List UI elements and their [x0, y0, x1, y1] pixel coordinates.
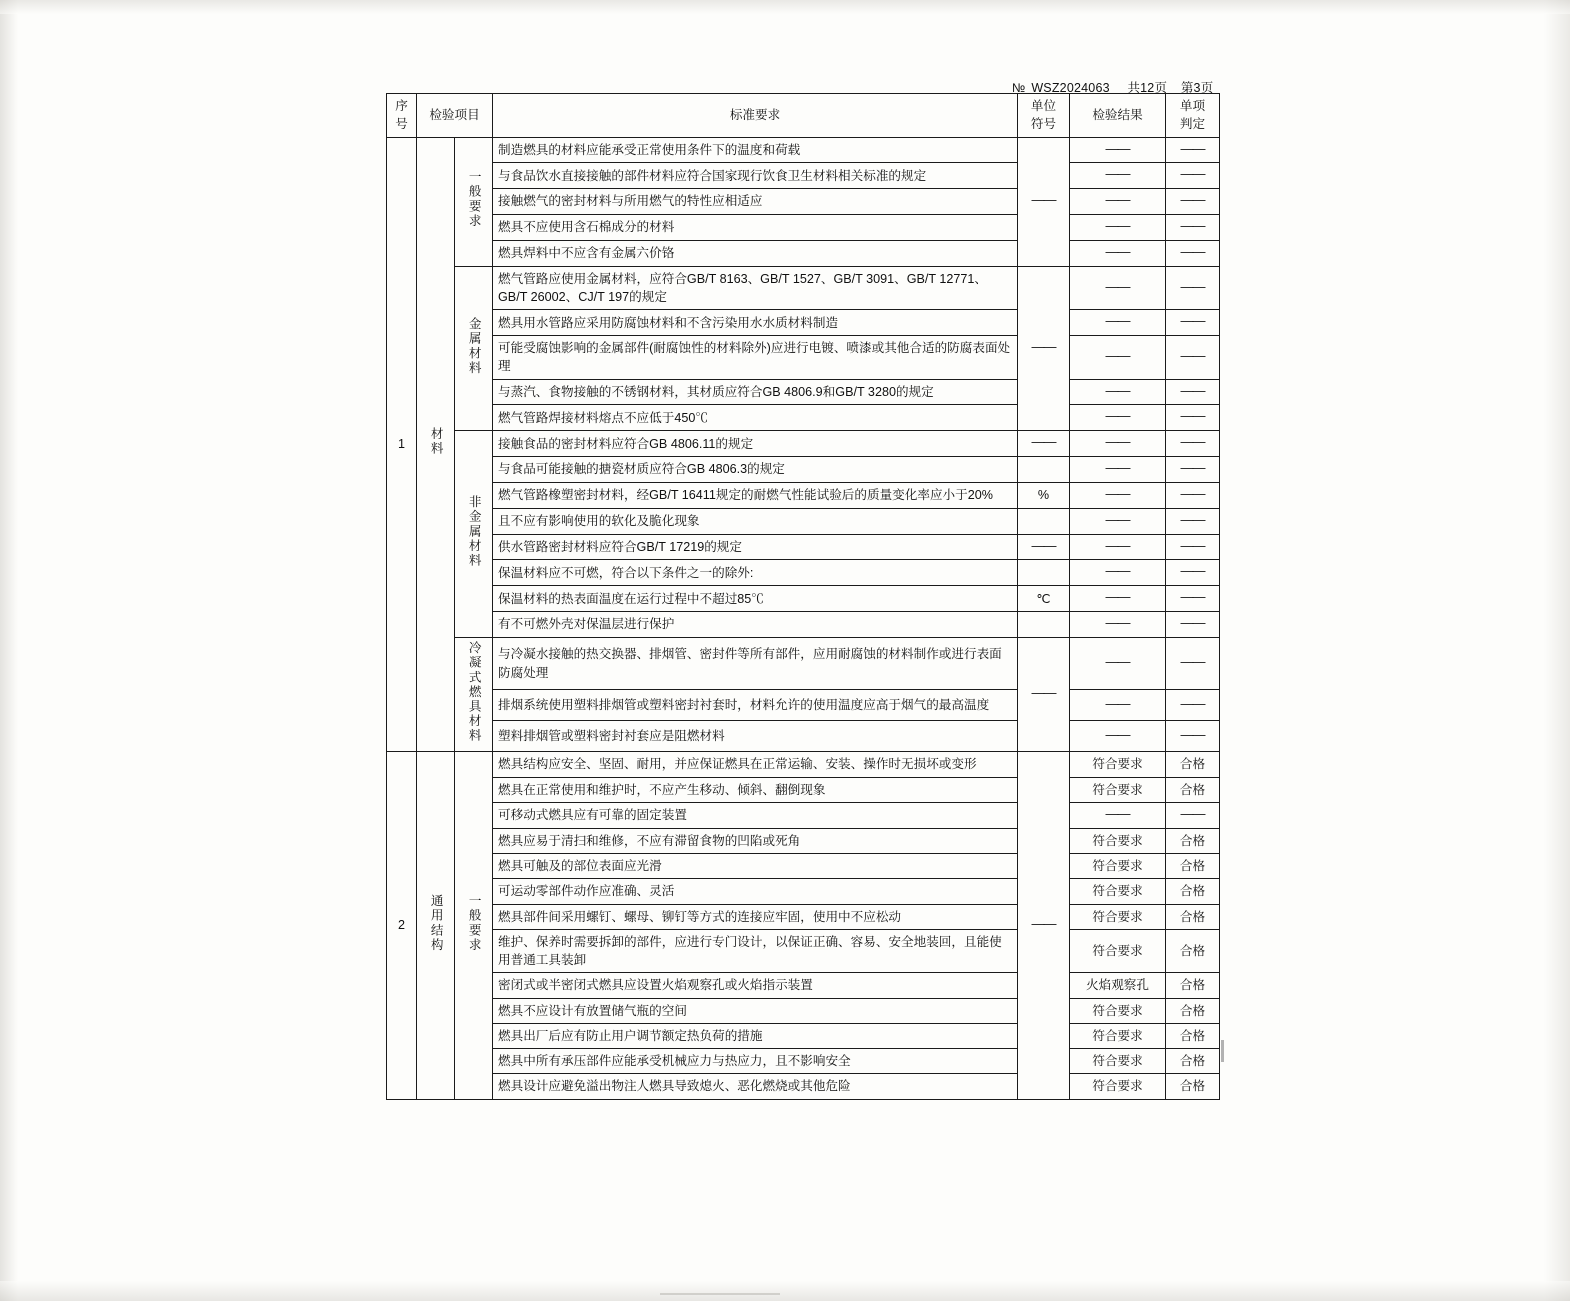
- row-judgement: 合格: [1166, 904, 1220, 929]
- row-subcategory: 非金属材料: [455, 431, 493, 638]
- row-judgement: ——: [1166, 379, 1220, 405]
- scan-shadow-top: [0, 0, 1570, 14]
- row-inspection-result: ——: [1070, 586, 1166, 612]
- table-row: [387, 721, 1220, 752]
- table-row: [387, 137, 1220, 163]
- row-requirement-text: 与食品可能接触的搪瓷材质应符合GB 4806.3的规定: [493, 457, 1018, 483]
- table-row: [387, 431, 1220, 457]
- row-inspection-result: 符合要求: [1070, 879, 1166, 904]
- table-row: [387, 215, 1220, 241]
- row-inspection-result: ——: [1070, 802, 1166, 828]
- table-row: [387, 777, 1220, 802]
- row-judgement: ——: [1166, 482, 1220, 508]
- table-row: [387, 1049, 1220, 1074]
- row-judgement: ——: [1166, 215, 1220, 241]
- row-requirement-text: 供水管路密封材料应符合GB/T 17219的规定: [493, 534, 1018, 560]
- table-row: [387, 586, 1220, 612]
- row-inspection-result: 符合要求: [1070, 1023, 1166, 1048]
- row-inspection-result: 符合要求: [1070, 929, 1166, 973]
- table-row: [387, 904, 1220, 929]
- row-inspection-result: ——: [1070, 215, 1166, 241]
- scan-shadow-bottom: [0, 1281, 1570, 1301]
- row-inspection-result: ——: [1070, 612, 1166, 638]
- row-inspection-result: ——: [1070, 240, 1166, 266]
- row-requirement-text: 燃具结构应安全、坚固、耐用，并应保证燃具在正常运输、安装、操作时无损坏或变形: [493, 752, 1018, 777]
- table-row: [387, 973, 1220, 998]
- row-judgement: ——: [1166, 802, 1220, 828]
- row-requirement-text: 可移动式燃具应有可靠的固定装置: [493, 802, 1018, 828]
- row-judgement: ——: [1166, 336, 1220, 380]
- row-unit-symbol: ——: [1018, 266, 1070, 431]
- table-row: [387, 998, 1220, 1023]
- row-judgement: ——: [1166, 163, 1220, 189]
- inspection-table: [386, 93, 1220, 1100]
- row-judgement: ——: [1166, 189, 1220, 215]
- row-judgement: 合格: [1166, 973, 1220, 998]
- row-judgement: ——: [1166, 240, 1220, 266]
- row-requirement-text: 可能受腐蚀影响的金属部件(耐腐蚀性的材料除外)应进行电镀、喷漆或其他合适的防腐表面处理: [493, 336, 1018, 380]
- row-inspection-result: ——: [1070, 482, 1166, 508]
- table-row: [387, 457, 1220, 483]
- table-body: [387, 137, 1220, 1099]
- table-row: [387, 163, 1220, 189]
- table-row: [387, 752, 1220, 777]
- row-judgement: 合格: [1166, 998, 1220, 1023]
- row-requirement-text: 燃气管路焊接材料熔点不应低于450℃: [493, 405, 1018, 431]
- row-requirement-text: 接触燃气的密封材料与所用燃气的特性应相适应: [493, 189, 1018, 215]
- row-requirement-text: 有不可燃外壳对保温层进行保护: [493, 612, 1018, 638]
- table-row: [387, 854, 1220, 879]
- row-inspection-result: ——: [1070, 560, 1166, 586]
- row-subcategory: 冷凝式燃具材料: [455, 638, 493, 752]
- row-inspection-result: ——: [1070, 534, 1166, 560]
- row-sequence-number: 2: [387, 752, 417, 1099]
- row-requirement-text: 燃气管路应使用金属材料，应符合GB/T 8163、GB/T 1527、GB/T 3091、GB/T 12771、GB/T 26002、CJ/T 197的规定: [493, 266, 1018, 310]
- row-requirement-text: 燃具设计应避免溢出物注人燃具导致熄火、恶化燃烧或其他危险: [493, 1074, 1018, 1099]
- row-unit-symbol: ℃: [1018, 586, 1070, 612]
- scan-artifact-line: [660, 1293, 780, 1295]
- row-inspection-result: ——: [1070, 379, 1166, 405]
- row-judgement: 合格: [1166, 854, 1220, 879]
- row-requirement-text: 与食品饮水直接接触的部件材料应符合国家现行饮食卫生材料相关标准的规定: [493, 163, 1018, 189]
- row-judgement: ——: [1166, 534, 1220, 560]
- row-unit-symbol: [1018, 457, 1070, 483]
- row-judgement: 合格: [1166, 752, 1220, 777]
- row-inspection-result: 符合要求: [1070, 854, 1166, 879]
- table-row: [387, 189, 1220, 215]
- table-row: [387, 1074, 1220, 1099]
- row-unit-symbol: [1018, 560, 1070, 586]
- column-header-unit: 单位 符号: [1018, 94, 1070, 138]
- row-inspection-result: ——: [1070, 189, 1166, 215]
- row-requirement-text: 保温材料的热表面温度在运行过程中不超过85℃: [493, 586, 1018, 612]
- table-row: [387, 240, 1220, 266]
- column-header-requirement: 标准要求: [493, 94, 1018, 138]
- row-requirement-text: 燃气管路橡塑密封材料，经GB/T 16411规定的耐燃气性能试验后的质量变化率应小于20%: [493, 482, 1018, 508]
- row-inspection-result: 符合要求: [1070, 1049, 1166, 1074]
- column-header-result: 检验结果: [1070, 94, 1166, 138]
- row-requirement-text: 可运动零部件动作应准确、灵活: [493, 879, 1018, 904]
- row-requirement-text: 密闭式或半密闭式燃具应设置火焰观察孔或火焰指示装置: [493, 973, 1018, 998]
- total-pages: 共12页: [1127, 81, 1168, 95]
- row-inspection-result: ——: [1070, 457, 1166, 483]
- row-inspection-result: 符合要求: [1070, 752, 1166, 777]
- row-inspection-result: ——: [1070, 405, 1166, 431]
- row-judgement: ——: [1166, 560, 1220, 586]
- row-judgement: ——: [1166, 690, 1220, 721]
- table-row: [387, 405, 1220, 431]
- current-page: 第3页: [1180, 81, 1214, 95]
- table-row: [387, 310, 1220, 336]
- table-row: [387, 534, 1220, 560]
- row-judgement: ——: [1166, 431, 1220, 457]
- row-requirement-text: 且不应有影响使用的软化及脆化现象: [493, 508, 1018, 534]
- row-requirement-text: 制造燃具的材料应能承受正常使用条件下的温度和荷载: [493, 137, 1018, 163]
- row-requirement-text: 燃具在正常使用和维护时，不应产生移动、倾斜、翻倒现象: [493, 777, 1018, 802]
- row-unit-symbol: ——: [1018, 638, 1070, 752]
- row-judgement: ——: [1166, 638, 1220, 690]
- row-requirement-text: 燃具焊料中不应含有金属六价铬: [493, 240, 1018, 266]
- row-requirement-text: 与冷凝水接触的热交换器、排烟管、密封件等所有部件，应用耐腐蚀的材料制作或进行表面防腐处理: [493, 638, 1018, 690]
- row-inspection-result: 符合要求: [1070, 904, 1166, 929]
- row-inspection-result: ——: [1070, 690, 1166, 721]
- row-requirement-text: 燃具中所有承压部件应能承受机械应力与热应力，且不影响安全: [493, 1049, 1018, 1074]
- row-inspection-result: ——: [1070, 638, 1166, 690]
- row-requirement-text: 燃具用水管路应采用防腐蚀材料和不含污染用水水质材料制造: [493, 310, 1018, 336]
- row-unit-symbol: [1018, 508, 1070, 534]
- row-inspection-result: 符合要求: [1070, 1074, 1166, 1099]
- scan-artifact-mark: [1221, 1040, 1224, 1062]
- table-row: [387, 336, 1220, 380]
- row-inspection-result: 符合要求: [1070, 828, 1166, 853]
- row-subcategory: 一般要求: [455, 752, 493, 1099]
- row-unit-symbol: ——: [1018, 534, 1070, 560]
- row-judgement: 合格: [1166, 879, 1220, 904]
- column-header-item: 检验项目: [417, 94, 493, 138]
- column-header-judge: 单项 判定: [1166, 94, 1220, 138]
- row-judgement: ——: [1166, 310, 1220, 336]
- row-requirement-text: 保温材料应不可燃，符合以下条件之一的除外:: [493, 560, 1018, 586]
- row-requirement-text: 维护、保养时需要拆卸的部件，应进行专门设计，以保证正确、容易、安全地装回，且能使用普通工具装卸: [493, 929, 1018, 973]
- table-row: [387, 612, 1220, 638]
- row-requirement-text: 燃具应易于清扫和维修，不应有滞留食物的凹陷或死角: [493, 828, 1018, 853]
- row-requirement-text: 与蒸汽、食物接触的不锈钢材料，其材质应符合GB 4806.9和GB/T 3280的规定: [493, 379, 1018, 405]
- row-requirement-text: 燃具不应设计有放置储气瓶的空间: [493, 998, 1018, 1023]
- row-unit-symbol: ——: [1018, 431, 1070, 457]
- row-inspection-result: ——: [1070, 310, 1166, 336]
- table-row: [387, 828, 1220, 853]
- row-judgement: ——: [1166, 508, 1220, 534]
- row-requirement-text: 塑料排烟管或塑料密封衬套应是阻燃材料: [493, 721, 1018, 752]
- row-judgement: ——: [1166, 137, 1220, 163]
- row-judgement: ——: [1166, 721, 1220, 752]
- row-unit-symbol: ——: [1018, 752, 1070, 1099]
- table-row: [387, 560, 1220, 586]
- row-inspection-result: ——: [1070, 336, 1166, 380]
- row-category: 通用结构: [417, 752, 455, 1099]
- table-row: [387, 879, 1220, 904]
- row-judgement: ——: [1166, 266, 1220, 310]
- row-judgement: ——: [1166, 586, 1220, 612]
- row-requirement-text: 燃具部件间采用螺钉、螺母、铆钉等方式的连接应牢固，使用中不应松动: [493, 904, 1018, 929]
- row-subcategory: 一般要求: [455, 137, 493, 266]
- table-row: [387, 638, 1220, 690]
- row-inspection-result: ——: [1070, 508, 1166, 534]
- row-requirement-text: 排烟系统使用塑料排烟管或塑料密封衬套时，材料允许的使用温度应高于烟气的最高温度: [493, 690, 1018, 721]
- row-judgement: 合格: [1166, 1074, 1220, 1099]
- row-inspection-result: 符合要求: [1070, 998, 1166, 1023]
- row-inspection-result: ——: [1070, 137, 1166, 163]
- row-judgement: ——: [1166, 405, 1220, 431]
- row-judgement: 合格: [1166, 828, 1220, 853]
- row-unit-symbol: %: [1018, 482, 1070, 508]
- table-row: [387, 1023, 1220, 1048]
- scan-shadow-right: [1544, 0, 1570, 1301]
- row-judgement: 合格: [1166, 929, 1220, 973]
- table-row: [387, 508, 1220, 534]
- row-judgement: 合格: [1166, 777, 1220, 802]
- report-serial-number: WSZ2024063: [1031, 81, 1110, 95]
- table-row: [387, 379, 1220, 405]
- row-requirement-text: 接触食品的密封材料应符合GB 4806.11的规定: [493, 431, 1018, 457]
- scan-shadow-left: [0, 0, 18, 1301]
- report-no-label: №: [1012, 81, 1026, 95]
- table-row: [387, 482, 1220, 508]
- row-category: 材料: [417, 137, 455, 752]
- row-inspection-result: ——: [1070, 721, 1166, 752]
- row-unit-symbol: ——: [1018, 137, 1070, 266]
- row-judgement: 合格: [1166, 1023, 1220, 1048]
- row-requirement-text: 燃具可触及的部位表面应光滑: [493, 854, 1018, 879]
- table-header-row: [387, 94, 1220, 138]
- table-row: [387, 802, 1220, 828]
- row-unit-symbol: [1018, 612, 1070, 638]
- row-inspection-result: 符合要求: [1070, 777, 1166, 802]
- row-requirement-text: 燃具出厂后应有防止用户调节额定热负荷的措施: [493, 1023, 1018, 1048]
- row-judgement: ——: [1166, 612, 1220, 638]
- row-judgement: 合格: [1166, 1049, 1220, 1074]
- row-subcategory: 金属材料: [455, 266, 493, 431]
- row-requirement-text: 燃具不应使用含石棉成分的材料: [493, 215, 1018, 241]
- table-row: [387, 266, 1220, 310]
- row-inspection-result: ——: [1070, 266, 1166, 310]
- row-sequence-number: 1: [387, 137, 417, 752]
- table-row: [387, 929, 1220, 973]
- table-row: [387, 690, 1220, 721]
- column-header-seq: 序号: [387, 94, 417, 138]
- row-inspection-result: ——: [1070, 431, 1166, 457]
- row-inspection-result: 火焰观察孔: [1070, 973, 1166, 998]
- row-judgement: ——: [1166, 457, 1220, 483]
- row-inspection-result: ——: [1070, 163, 1166, 189]
